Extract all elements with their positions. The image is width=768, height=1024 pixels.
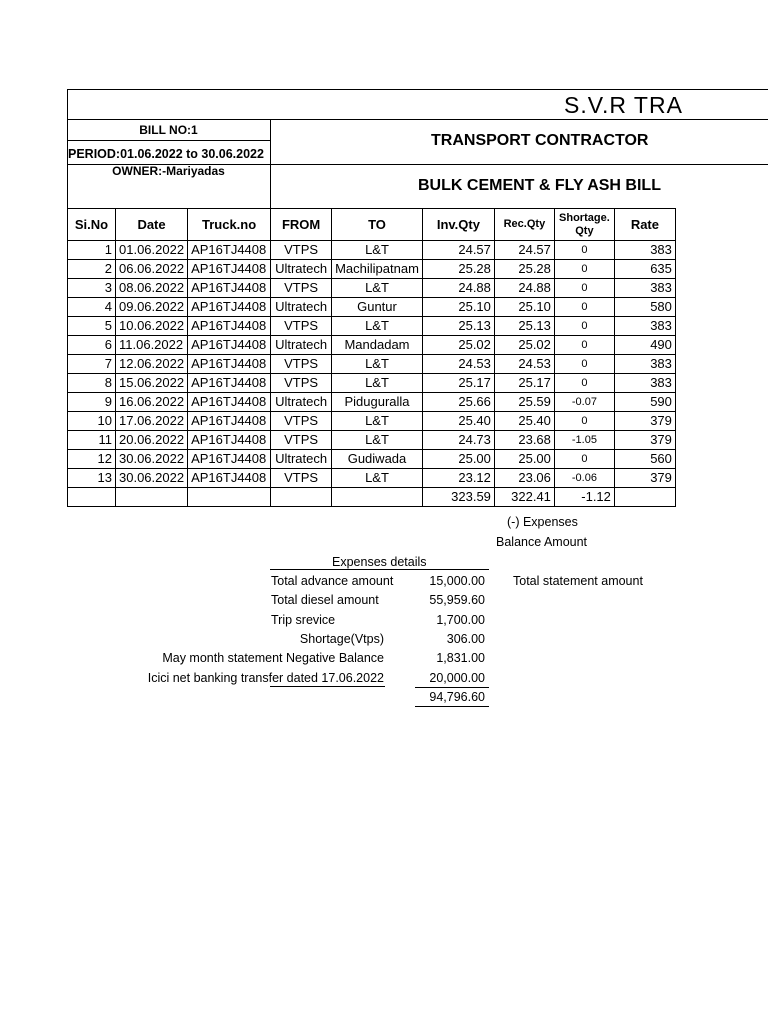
totals-recqty: 322.41 (494, 488, 554, 507)
statement-amount-label: Total statement amount (513, 574, 643, 588)
col-header-truck: Truck.no (188, 209, 271, 241)
expense-label: Total advance amount (271, 574, 394, 588)
totals-empty-cell (271, 488, 332, 507)
table-row (68, 260, 676, 279)
cell-sino: 9 (68, 393, 116, 412)
cell-date: 30.06.2022 (116, 469, 188, 488)
cell-to: Gudiwada (332, 450, 423, 469)
cell-from: Ultratech (271, 336, 332, 355)
cell-truck: AP16TJ4408 (188, 317, 271, 336)
cell-rate: 560 (614, 450, 675, 469)
cell-shortage: 0 (554, 260, 614, 279)
col-header-invqty: Inv.Qty (422, 209, 494, 241)
cell-rate: 379 (614, 412, 675, 431)
expenses-total: 94,796.60 (429, 690, 485, 704)
cell-truck: AP16TJ4408 (188, 241, 271, 260)
table-row (68, 241, 676, 260)
expense-amount: 306.00 (446, 631, 485, 646)
table-header-row (68, 209, 676, 241)
table-row (68, 298, 676, 317)
cell-truck: AP16TJ4408 (188, 469, 271, 488)
bill-number: BILL NO:1 (139, 123, 198, 137)
cell-from: Ultratech (271, 298, 332, 317)
cell-recqty: 23.06 (494, 469, 554, 488)
cell-date: 17.06.2022 (116, 412, 188, 431)
cell-recqty: 25.13 (494, 317, 554, 336)
subtitle-bulk-cement: BULK CEMENT & FLY ASH BILL (418, 177, 661, 194)
cell-to: Guntur (332, 298, 423, 317)
cell-truck: AP16TJ4408 (188, 279, 271, 298)
table-row (68, 374, 676, 393)
table-row (68, 469, 676, 488)
col-header-shortage: Shortage. Qty (554, 209, 614, 241)
cell-shortage: 0 (554, 317, 614, 336)
cell-date: 09.06.2022 (116, 298, 188, 317)
cell-shortage: 0 (554, 298, 614, 317)
cell-invqty: 25.10 (422, 298, 494, 317)
cell-to: L&T (332, 355, 423, 374)
cell-recqty: 25.02 (494, 336, 554, 355)
cell-sino: 8 (68, 374, 116, 393)
cell-sino: 1 (68, 241, 116, 260)
cell-date: 10.06.2022 (116, 317, 188, 336)
cell-rate: 490 (614, 336, 675, 355)
cell-to: L&T (332, 279, 423, 298)
cell-date: 11.06.2022 (116, 336, 188, 355)
cell-recqty: 23.68 (494, 431, 554, 450)
cell-to: L&T (332, 374, 423, 393)
cell-to: Machilipatnam (332, 260, 423, 279)
cell-from: VTPS (271, 317, 332, 336)
cell-to: L&T (332, 431, 423, 450)
frame-mid-line (270, 119, 271, 208)
bill-owner: OWNER:-Mariyadas (112, 164, 225, 178)
cell-truck: AP16TJ4408 (188, 355, 271, 374)
cell-truck: AP16TJ4408 (188, 431, 271, 450)
cell-sino: 4 (68, 298, 116, 317)
cell-invqty: 24.57 (422, 241, 494, 260)
cell-date: 15.06.2022 (116, 374, 188, 393)
cell-rate: 590 (614, 393, 675, 412)
subtitle-transport-contractor: TRANSPORT CONTRACTOR (431, 132, 649, 149)
cell-shortage: 0 (554, 355, 614, 374)
cell-shortage: 0 (554, 336, 614, 355)
col-header-recqty: Rec.Qty (494, 209, 554, 241)
cell-invqty: 24.73 (422, 431, 494, 450)
cell-invqty: 25.00 (422, 450, 494, 469)
cell-truck: AP16TJ4408 (188, 374, 271, 393)
table-row (68, 336, 676, 355)
cell-sino: 6 (68, 336, 116, 355)
cell-invqty: 25.13 (422, 317, 494, 336)
totals-invqty: 323.59 (422, 488, 494, 507)
cell-invqty: 25.40 (422, 412, 494, 431)
cell-invqty: 24.88 (422, 279, 494, 298)
bill-table (67, 208, 676, 507)
table-row (68, 393, 676, 412)
cell-from: VTPS (271, 355, 332, 374)
cell-truck: AP16TJ4408 (188, 298, 271, 317)
cell-invqty: 25.28 (422, 260, 494, 279)
expense-amount: 1,700.00 (436, 612, 485, 627)
table-row (68, 317, 676, 336)
cell-shortage: 0 (554, 374, 614, 393)
cell-rate: 379 (614, 469, 675, 488)
expenses-title-underline (270, 569, 489, 570)
totals-empty-cell (332, 488, 423, 507)
cell-from: Ultratech (271, 450, 332, 469)
cell-from: VTPS (271, 279, 332, 298)
cell-sino: 5 (68, 317, 116, 336)
cell-shortage: 0 (554, 279, 614, 298)
cell-rate: 383 (614, 374, 675, 393)
cell-to: L&T (332, 241, 423, 260)
cell-recqty: 24.57 (494, 241, 554, 260)
table-row (68, 355, 676, 374)
table-row (68, 431, 676, 450)
col-header-sino: Si.No (68, 209, 116, 241)
cell-rate: 383 (614, 241, 675, 260)
cell-from: VTPS (271, 469, 332, 488)
cell-sino: 3 (68, 279, 116, 298)
cell-rate: 383 (614, 279, 675, 298)
cell-invqty: 25.66 (422, 393, 494, 412)
cell-to: Piduguralla (332, 393, 423, 412)
cell-date: 16.06.2022 (116, 393, 188, 412)
table-totals-row (68, 488, 676, 507)
expense-label: Trip srevice (271, 612, 336, 627)
expense-amount: 20,000.00 (429, 670, 485, 685)
cell-truck: AP16TJ4408 (188, 412, 271, 431)
col-header-rate: Rate (614, 209, 675, 241)
cell-sino: 11 (68, 431, 116, 450)
frame-line-2 (67, 140, 270, 141)
cell-rate: 635 (614, 260, 675, 279)
table-row (68, 279, 676, 298)
cell-to: L&T (332, 469, 423, 488)
cell-sino: 7 (68, 355, 116, 374)
cell-date: 08.06.2022 (116, 279, 188, 298)
cell-recqty: 25.28 (494, 260, 554, 279)
cell-rate: 383 (614, 355, 675, 374)
cell-sino: 12 (68, 450, 116, 469)
cell-recqty: 24.88 (494, 279, 554, 298)
cell-shortage: -1.05 (554, 431, 614, 450)
expenses-title: Expenses details (332, 555, 427, 569)
cell-shortage: -0.06 (554, 469, 614, 488)
bill-period: PERIOD:01.06.2022 to 30.06.2022 (68, 147, 264, 161)
cell-from: VTPS (271, 412, 332, 431)
table-row (68, 450, 676, 469)
expense-label: Icici net banking transfer dated 17.06.2022 (147, 670, 384, 685)
cell-rate: 580 (614, 298, 675, 317)
cell-sino: 2 (68, 260, 116, 279)
table-row (68, 412, 676, 431)
cell-sino: 10 (68, 412, 116, 431)
balance-amount-label: Balance Amount (496, 535, 588, 549)
cell-recqty: 25.40 (494, 412, 554, 431)
cell-to: L&T (332, 412, 423, 431)
cell-shortage: 0 (554, 241, 614, 260)
cell-to: L&T (332, 317, 423, 336)
expenses-total-underline (415, 706, 489, 707)
totals-empty-cell (116, 488, 188, 507)
expense-label: Total diesel amount (271, 593, 379, 608)
cell-recqty: 25.10 (494, 298, 554, 317)
cell-shortage: 0 (554, 450, 614, 469)
cell-invqty: 24.53 (422, 355, 494, 374)
cell-rate: 379 (614, 431, 675, 450)
cell-from: Ultratech (271, 393, 332, 412)
cell-from: VTPS (271, 374, 332, 393)
last-expense-underline (270, 686, 385, 687)
cell-truck: AP16TJ4408 (188, 260, 271, 279)
cell-date: 06.06.2022 (116, 260, 188, 279)
expense-label: Shortage(Vtps) (299, 631, 384, 646)
cell-recqty: 25.59 (494, 393, 554, 412)
cell-recqty: 24.53 (494, 355, 554, 374)
expenses-sum-line (415, 687, 489, 688)
cell-to: Mandadam (332, 336, 423, 355)
company-name: S.V.R TRA (564, 92, 683, 118)
cell-sino: 13 (68, 469, 116, 488)
cell-invqty: 25.17 (422, 374, 494, 393)
totals-empty-cell (68, 488, 116, 507)
cell-recqty: 25.17 (494, 374, 554, 393)
cell-rate: 383 (614, 317, 675, 336)
col-header-from: FROM (271, 209, 332, 241)
cell-from: VTPS (271, 241, 332, 260)
expense-amount: 1,831.00 (436, 651, 485, 666)
cell-shortage: -0.07 (554, 393, 614, 412)
cell-truck: AP16TJ4408 (188, 450, 271, 469)
cell-from: VTPS (271, 431, 332, 450)
cell-date: 12.06.2022 (116, 355, 188, 374)
cell-from: Ultratech (271, 260, 332, 279)
expense-amount: 55,959.60 (429, 593, 485, 608)
cell-date: 30.06.2022 (116, 450, 188, 469)
col-header-to: TO (332, 209, 423, 241)
cell-truck: AP16TJ4408 (188, 336, 271, 355)
cell-date: 20.06.2022 (116, 431, 188, 450)
cell-date: 01.06.2022 (116, 241, 188, 260)
totals-empty-cell (188, 488, 271, 507)
cell-shortage: 0 (554, 412, 614, 431)
expenses-label: (-) Expenses (507, 515, 578, 529)
cell-invqty: 23.12 (422, 469, 494, 488)
cell-invqty: 25.02 (422, 336, 494, 355)
totals-shortage: -1.12 (554, 488, 614, 507)
cell-truck: AP16TJ4408 (188, 393, 271, 412)
expense-label: May month statement Negative Balance (162, 651, 384, 666)
expense-amount: 15,000.00 (429, 574, 485, 588)
totals-empty-cell (614, 488, 675, 507)
col-header-date: Date (116, 209, 188, 241)
cell-recqty: 25.00 (494, 450, 554, 469)
